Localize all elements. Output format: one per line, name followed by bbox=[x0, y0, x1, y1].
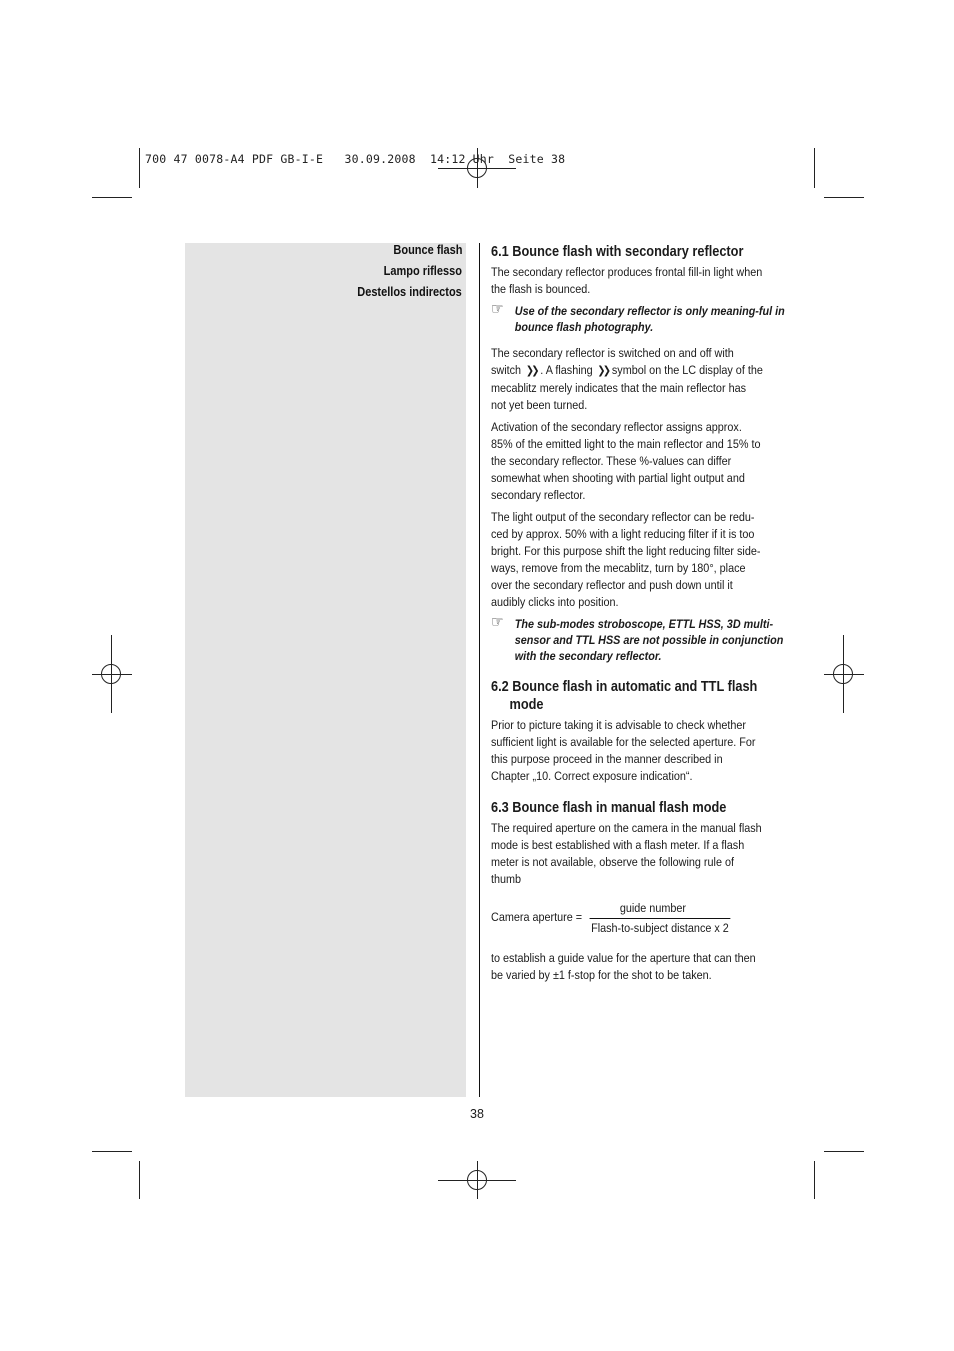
paragraph: Activation of the secondary reflector assigns approx. 85% of the emitted light to the main reflector and 15% to the secondary reflector. These %-values can differ somewhat when shooting with partial light output and secondary reflector. bbox=[491, 420, 761, 502]
note bbox=[491, 616, 788, 664]
section-heading: 6.1 Bounce flash with secondary reflector bbox=[491, 244, 744, 260]
paragraph: The light output of the secondary reflector can be redu-ced by approx. 50% with a light reducing filter if it is too bright. For this purpose shift the light reducing filter side-ways, remove from the mecablitz, turn by 180°, place over the secondary reflector and push down until it audibly clicks into position. bbox=[491, 510, 761, 609]
paragraph bbox=[491, 345, 764, 414]
fraction-bar bbox=[590, 918, 731, 919]
note bbox=[491, 303, 788, 335]
note-text: Use of the secondary reflector is only meaning-ful in bounce flash photography. bbox=[514, 304, 785, 334]
sidebar-title-es: Destellos indirectos bbox=[357, 285, 462, 299]
paragraph: The required aperture on the camera in the manual flash mode is best established with a flash meter. If a flash meter is not available, observe the following rule of thumb bbox=[491, 821, 762, 886]
sidebar-panel bbox=[185, 243, 466, 1097]
paragraph: The secondary reflector produces frontal fill-in light when the flash is bounced. bbox=[491, 265, 763, 296]
section-heading: 6.3 Bounce flash in manual flash mode bbox=[491, 800, 727, 816]
section-heading: 6.2 Bounce flash in automatic and TTL flash mode bbox=[491, 679, 758, 713]
column-divider bbox=[479, 243, 480, 1097]
sidebar-title-en: Bounce flash bbox=[392, 243, 462, 257]
note-text: The sub-modes stroboscope, ETTL HSS, 3D multi-sensor and TTL HSS are not possible in conjunction with the secondary reflector. bbox=[514, 617, 784, 663]
paragraph: Prior to picture taking it is advisable to check whether sufficient light is available for the selected aperture. For this purpose proceed in the manner described in Chapter „10. Correct exposure indication“. bbox=[491, 718, 756, 783]
secondary-reflector-symbol-icon: ❯❯ bbox=[525, 365, 537, 377]
main-column bbox=[491, 243, 801, 989]
sidebar-title-it: Lampo riflesso bbox=[383, 264, 462, 278]
paragraph-text: symbol on the LC display of the mecablitz merely indicates that the main reflector has not yet been turned. bbox=[491, 363, 763, 412]
page-number: 38 bbox=[470, 1107, 484, 1121]
paragraph: to establish a guide value for the aperture that can then be varied by ±1 f-stop for the shot to be taken. bbox=[491, 951, 756, 982]
print-slug: 700 47 0078-A4 PDF GB-I-E 30.09.2008 14:12 Uhr Seite 38 bbox=[145, 152, 566, 166]
secondary-reflector-symbol-icon: ❯❯ bbox=[597, 365, 609, 377]
formula-lhs: Camera aperture = bbox=[491, 910, 583, 924]
pointing-hand-icon: ☞ bbox=[491, 614, 504, 631]
pointing-hand-icon: ☞ bbox=[491, 301, 504, 318]
paragraph-text: The secondary reflector is switched on and off with switch bbox=[491, 346, 734, 377]
formula-numerator: guide number bbox=[619, 901, 687, 915]
formula-denominator: Flash-to-subject distance x 2 bbox=[591, 921, 729, 935]
aperture-formula bbox=[491, 900, 764, 940]
paragraph-text: . A flashing bbox=[540, 363, 593, 377]
